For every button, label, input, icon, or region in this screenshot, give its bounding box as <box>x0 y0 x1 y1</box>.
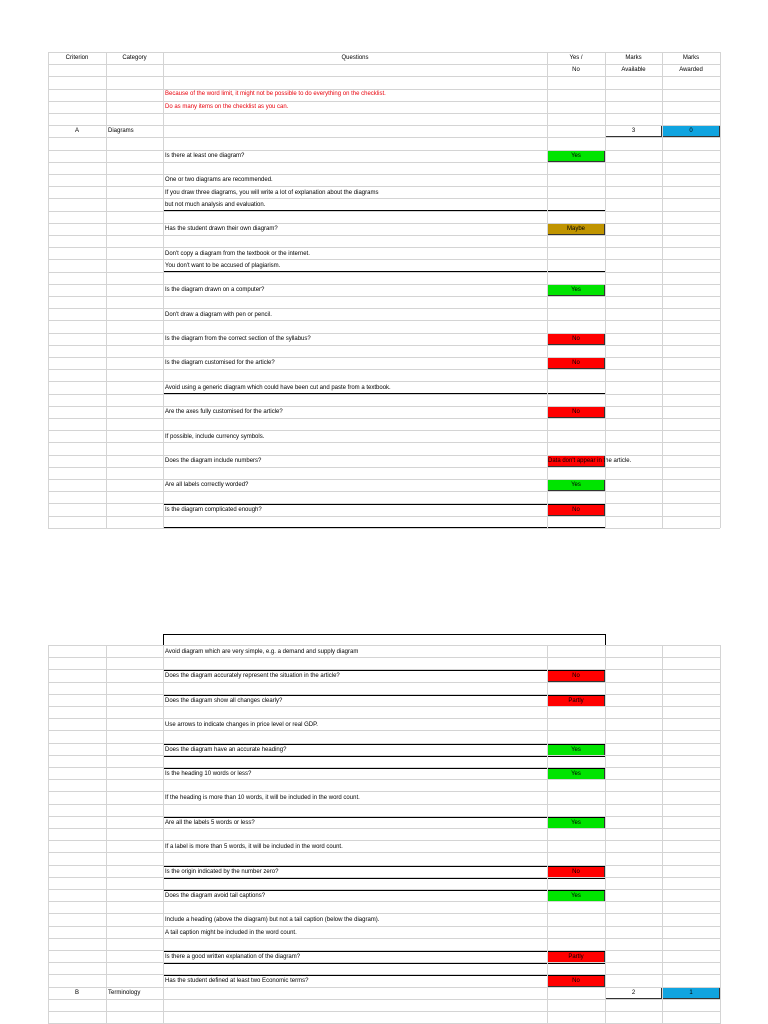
grid-row-line <box>48 198 720 199</box>
grid-row-line <box>48 174 720 175</box>
grid-column-line <box>605 52 606 528</box>
grid-row-line <box>48 272 720 273</box>
grid-row-line <box>48 718 720 719</box>
grid-row-line <box>48 1011 720 1012</box>
grid-column-line <box>662 52 663 528</box>
grid-column-line <box>48 645 49 1024</box>
checklist-question: Are the axes fully customised for the article? <box>165 409 283 415</box>
grid-row-line <box>48 467 720 468</box>
answer-badge: No <box>547 975 605 987</box>
checklist-question: Does the diagram have an accurate heading? <box>165 747 287 753</box>
grid-column-line <box>48 52 49 528</box>
grid-row-line <box>48 657 720 658</box>
checklist-guidance: A tail caption might be included in the word count. <box>165 930 297 936</box>
grid-row-line <box>48 828 720 829</box>
grid-row-line <box>48 865 720 866</box>
grid-column-line <box>720 52 721 528</box>
header-category: Category <box>122 55 147 61</box>
answer-badge: Yes <box>547 817 605 829</box>
answer-badge: Yes <box>547 768 605 780</box>
grid-row-line <box>48 357 720 358</box>
grid-row-line <box>48 491 720 492</box>
section-b-category: Terminology <box>108 990 141 996</box>
checklist-guidance: Avoid diagram which are very simple, e.g. a demand and supply diagram <box>165 649 359 655</box>
grid-row-line <box>48 950 720 951</box>
checklist-question: Are all labels correctly worded? <box>165 482 249 488</box>
grid-column-line <box>662 645 663 1024</box>
grid-row-line <box>48 186 720 187</box>
grid-row-line <box>48 211 720 212</box>
grid-row-line <box>48 479 720 480</box>
answer-badge: No <box>547 670 605 682</box>
answer-badge: Yes <box>547 479 605 491</box>
grid-row-line <box>48 345 720 346</box>
grid-row-line <box>48 877 720 878</box>
section-b-marks-available: 2 <box>605 987 662 999</box>
grid-column-line <box>106 52 107 528</box>
section-b-criterion: B <box>74 990 79 996</box>
grid-row-line <box>48 706 720 707</box>
grid-row-line <box>48 52 720 53</box>
header-yes-no-line1: Yes / <box>569 55 583 61</box>
checklist-question: Does the diagram include numbers? <box>165 458 262 464</box>
grid-row-line <box>48 889 720 890</box>
checklist-question: Is the diagram drawn on a computer? <box>165 287 265 293</box>
grid-row-line <box>48 223 720 224</box>
grid-row-line <box>48 394 720 395</box>
answer-badge: Partly <box>547 951 605 963</box>
answer-badge: Data don't appear in the article. <box>547 455 605 467</box>
grid-column-line <box>547 645 548 1024</box>
grid-column-line <box>106 645 107 1024</box>
checklist-guidance: You don't want to be accused of plagiarism. <box>165 263 281 269</box>
grid-column-line <box>605 645 606 1024</box>
answer-badge: Yes <box>547 284 605 296</box>
grid-row-line <box>48 64 720 65</box>
grid-row-line <box>48 852 720 853</box>
grid-row-line <box>48 730 720 731</box>
grid-column-line <box>163 52 164 528</box>
checklist-question: Is the diagram customised for the article? <box>165 360 275 366</box>
checklist-guidance: but not much analysis and evaluation. <box>165 202 266 208</box>
grid-row-line <box>48 804 720 805</box>
grid-row-line <box>48 418 720 419</box>
header-criterion: Criterion <box>65 55 89 61</box>
section-a-marks-awarded: 0 <box>662 125 720 137</box>
answer-badge: Yes <box>547 150 605 162</box>
checklist-guidance: Include a heading (above the diagram) but not a tail caption (below the diagram). <box>165 917 380 923</box>
checklist-question: Is there a good written explanation of the diagram? <box>165 954 301 960</box>
checklist-guidance: Don't draw a diagram with pen or pencil. <box>165 312 272 318</box>
grid-row-line <box>48 308 720 309</box>
answer-badge: Yes <box>547 890 605 902</box>
grid-row-line <box>48 743 720 744</box>
answer-badge: Partly <box>547 695 605 707</box>
grid-row-line <box>48 284 720 285</box>
header-questions: Questions <box>341 55 369 61</box>
grid-row-line <box>48 247 720 248</box>
checklist-question: Is the diagram from the correct section of the syllabus? <box>165 336 311 342</box>
grid-row-line <box>48 816 720 817</box>
grid-row-line <box>48 987 720 988</box>
grid-row-line <box>48 125 720 126</box>
grid-row-line <box>48 503 720 504</box>
checklist-guidance: If a label is more than 5 words, it will be included in the word count. <box>165 844 343 850</box>
grid-row-line <box>48 333 720 334</box>
checklist-question: Has the student defined at least two Economic terms? <box>165 978 309 984</box>
checklist-guidance: If possible, include currency symbols. <box>165 434 265 440</box>
grid-row-line <box>48 137 720 138</box>
grid-row-line <box>48 755 720 756</box>
checklist-question: Does the diagram accurately represent the situation in the article? <box>165 673 340 679</box>
checklist-guidance: Use arrows to indicate changes in price level or real GDP. <box>165 722 318 728</box>
checklist-guidance: One or two diagrams are recommended. <box>165 177 273 183</box>
grid-column-line <box>163 645 164 1024</box>
header-marks-awarded-line1: Marks <box>682 55 700 61</box>
grid-row-line <box>48 235 720 236</box>
answer-badge: No <box>547 406 605 418</box>
grid-row-line <box>48 840 720 841</box>
checklist-question: Has the student drawn their own diagram? <box>165 226 278 232</box>
answer-badge: No <box>547 504 605 516</box>
answer-badge: No <box>547 866 605 878</box>
checklist-guidance: Avoid using a generic diagram which could have been cut and paste from a textbook. <box>165 385 391 391</box>
answer-badge: Maybe <box>547 223 605 235</box>
checklist-question: Is the origin indicated by the number zero? <box>165 869 279 875</box>
grid-row-line <box>48 779 720 780</box>
section-a-criterion: A <box>74 128 79 134</box>
grid-row-line <box>48 962 720 963</box>
header-marks-available-line2: Available <box>621 67 646 73</box>
answer-badge: No <box>547 333 605 345</box>
grid-row-line <box>48 669 720 670</box>
checklist-guidance: If the heading is more than 10 words, it will be included in the word count. <box>165 795 360 801</box>
grid-row-line <box>48 113 720 114</box>
grid-row-line <box>48 296 720 297</box>
checklist-question: Is the heading 10 words or less? <box>165 771 252 777</box>
grid-row-line <box>48 901 720 902</box>
header-marks-awarded-line2: Awarded <box>679 67 703 73</box>
grid-row-line <box>48 682 720 683</box>
section-a-category: Diagrams <box>108 128 134 134</box>
grid-row-line <box>48 259 720 260</box>
grid-row-line <box>48 369 720 370</box>
checklist-question: Does the diagram avoid tail captions? <box>165 893 266 899</box>
answer-badge: No <box>547 357 605 369</box>
checklist-question: Is there at least one diagram? <box>165 153 245 159</box>
grid-row-line <box>48 89 720 90</box>
grid-row-line <box>48 455 720 456</box>
checklist-guidance: If you draw three diagrams, you will write a lot of explanation about the diagrams <box>165 190 379 196</box>
grid-row-line <box>48 381 720 382</box>
grid-column-line <box>547 52 548 528</box>
grid-row-line <box>48 76 720 77</box>
grid-row-line <box>48 528 720 529</box>
grid-row-line <box>48 694 720 695</box>
checklist-question: Are all the labels 5 words or less? <box>165 820 255 826</box>
checklist-guidance: Don't copy a diagram from the textbook or the internet. <box>165 251 310 257</box>
header-yes-no-line2: No <box>572 67 580 73</box>
grid-row-line <box>48 162 720 163</box>
note-do-as-many: Do as many items on the checklist as you can. <box>165 104 289 110</box>
grid-row-line <box>48 430 720 431</box>
checklist-question: Does the diagram show all changes clearly? <box>165 698 283 704</box>
section-b-marks-awarded: 1 <box>662 987 720 999</box>
grid-row-line <box>48 938 720 939</box>
grid-row-line <box>48 101 720 102</box>
grid-row-line <box>48 150 720 151</box>
grid-row-line <box>48 999 720 1000</box>
grid-row-line <box>48 406 720 407</box>
grid-row-line <box>48 791 720 792</box>
grid-row-line <box>48 442 720 443</box>
grid-row-line <box>48 320 720 321</box>
grid-row-line <box>48 767 720 768</box>
grid-row-line <box>48 974 720 975</box>
answer-badge: Yes <box>547 744 605 756</box>
grid-column-line <box>720 645 721 1024</box>
grid-row-line <box>48 913 720 914</box>
checklist-question: Is the diagram complicated enough? <box>165 507 262 513</box>
note-word-limit: Because of the word limit, it might not be possible to do everything on the checklist. <box>165 91 386 97</box>
header-marks-available-line1: Marks <box>625 55 642 61</box>
grid-row-line <box>48 516 720 517</box>
grid-row-line <box>48 926 720 927</box>
section-a-marks-available: 3 <box>605 125 662 137</box>
grid-row-line <box>48 645 720 646</box>
